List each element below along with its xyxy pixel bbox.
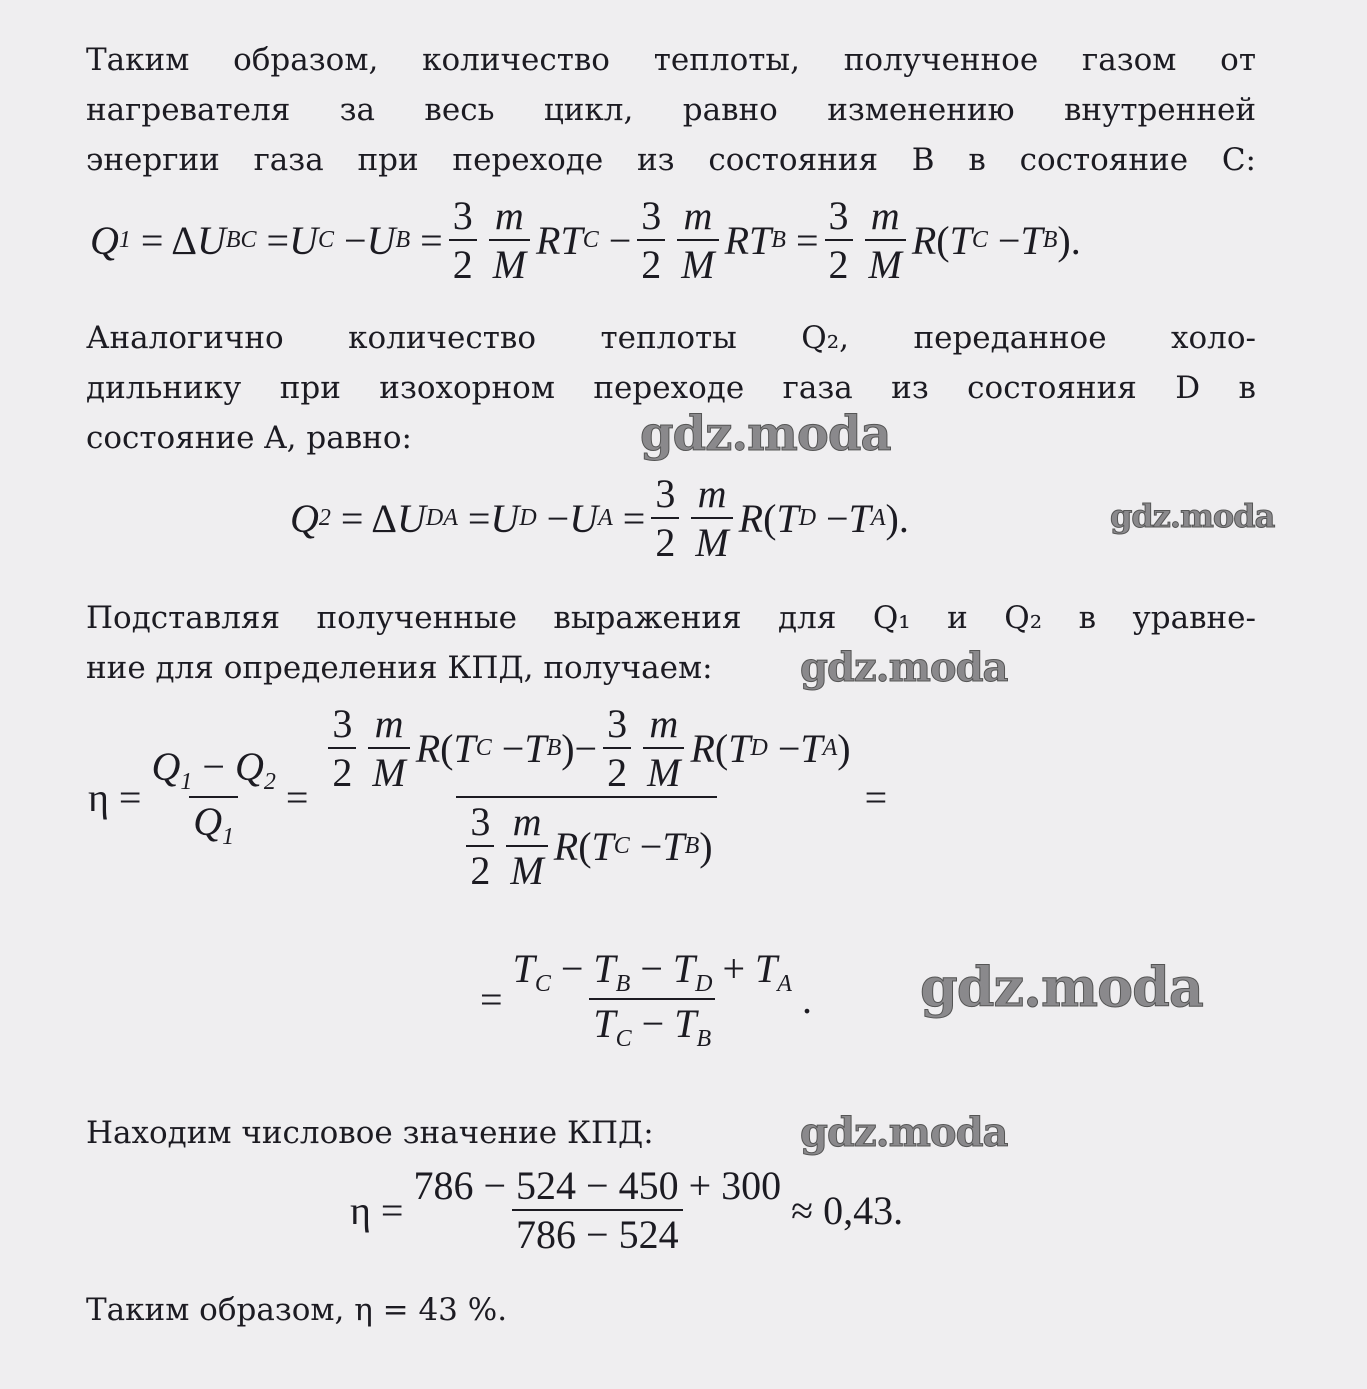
formula-efficiency-simplified: = $\frac{T_C - T_B - T_D + T_A}{T_C - T_B}$ . xyxy=(480,946,812,1052)
formula-numeric: η = $\frac{786 - 524 - 450 + 300}{786 - 524}$ ≈ 0,43. xyxy=(350,1163,904,1257)
numerator: 786 − 524 − 450 + 300 xyxy=(413,1163,782,1208)
text-line: нагревателя за весь цикл, равно изменению внутренней xyxy=(86,92,1256,128)
text-line: Таким образом, η = 43 %. xyxy=(86,1292,508,1328)
text-line: Находим числовое значение КПД: xyxy=(86,1115,654,1151)
text-line: Таким образом, количество теплоты, полученное газом от xyxy=(86,42,1256,78)
formula-q2: Q 2 = Δ U DA = U D − U A = $\frac{3}{2}$ $\frac{m}{M}$ R ( T D − T A ). xyxy=(290,471,909,565)
watermark: gdz.moda xyxy=(920,955,1203,1019)
formula-q1: Q 1 = Δ U BC = U C − U B = $\frac{3}{2}$ $\frac{m}{M}$ RT C − $\frac{3}{2}$ $\frac{m}{M}$ RT B = $\frac{3}{2}$ $\frac{m}{M}$ R ( T C − T B ). xyxy=(90,193,1081,287)
text-line: Подставляя полученные выражения для Q₁ и Q₂ в уравне- xyxy=(86,600,1256,636)
text-line: Аналогично количество теплоты Q₂, переданное холо- xyxy=(86,320,1256,356)
watermark: gdz.moda xyxy=(640,406,891,462)
text-line: ние для определения КПД, получаем: xyxy=(86,650,713,686)
denominator: 786 − 524 xyxy=(512,1209,683,1258)
watermark: gdz.moda xyxy=(800,1109,1008,1156)
formula-efficiency: η = $\frac{Q_1 - Q_2}{Q_1}$ = $\frac{3}{2}$ $\frac{m}{M}$ R ( T C − T B )− $\frac{3}{2}$ $\frac{m}{M}$ R ( T D − T A ) $\frac{3}{2}$ $\frac{m}{M}$ R ( T C − T B ) = xyxy=(88,701,888,893)
text-line: энергии газа при переходе из состояния B в состояние C: xyxy=(86,142,1256,178)
watermark: gdz.moda xyxy=(1110,497,1275,535)
text-line: состояние A, равно: xyxy=(86,420,412,456)
result: ≈ 0,43. xyxy=(791,1187,904,1233)
text-line: дильнику при изохорном переходе газа из состояния D в xyxy=(86,370,1256,406)
watermark: gdz.moda xyxy=(800,644,1008,691)
